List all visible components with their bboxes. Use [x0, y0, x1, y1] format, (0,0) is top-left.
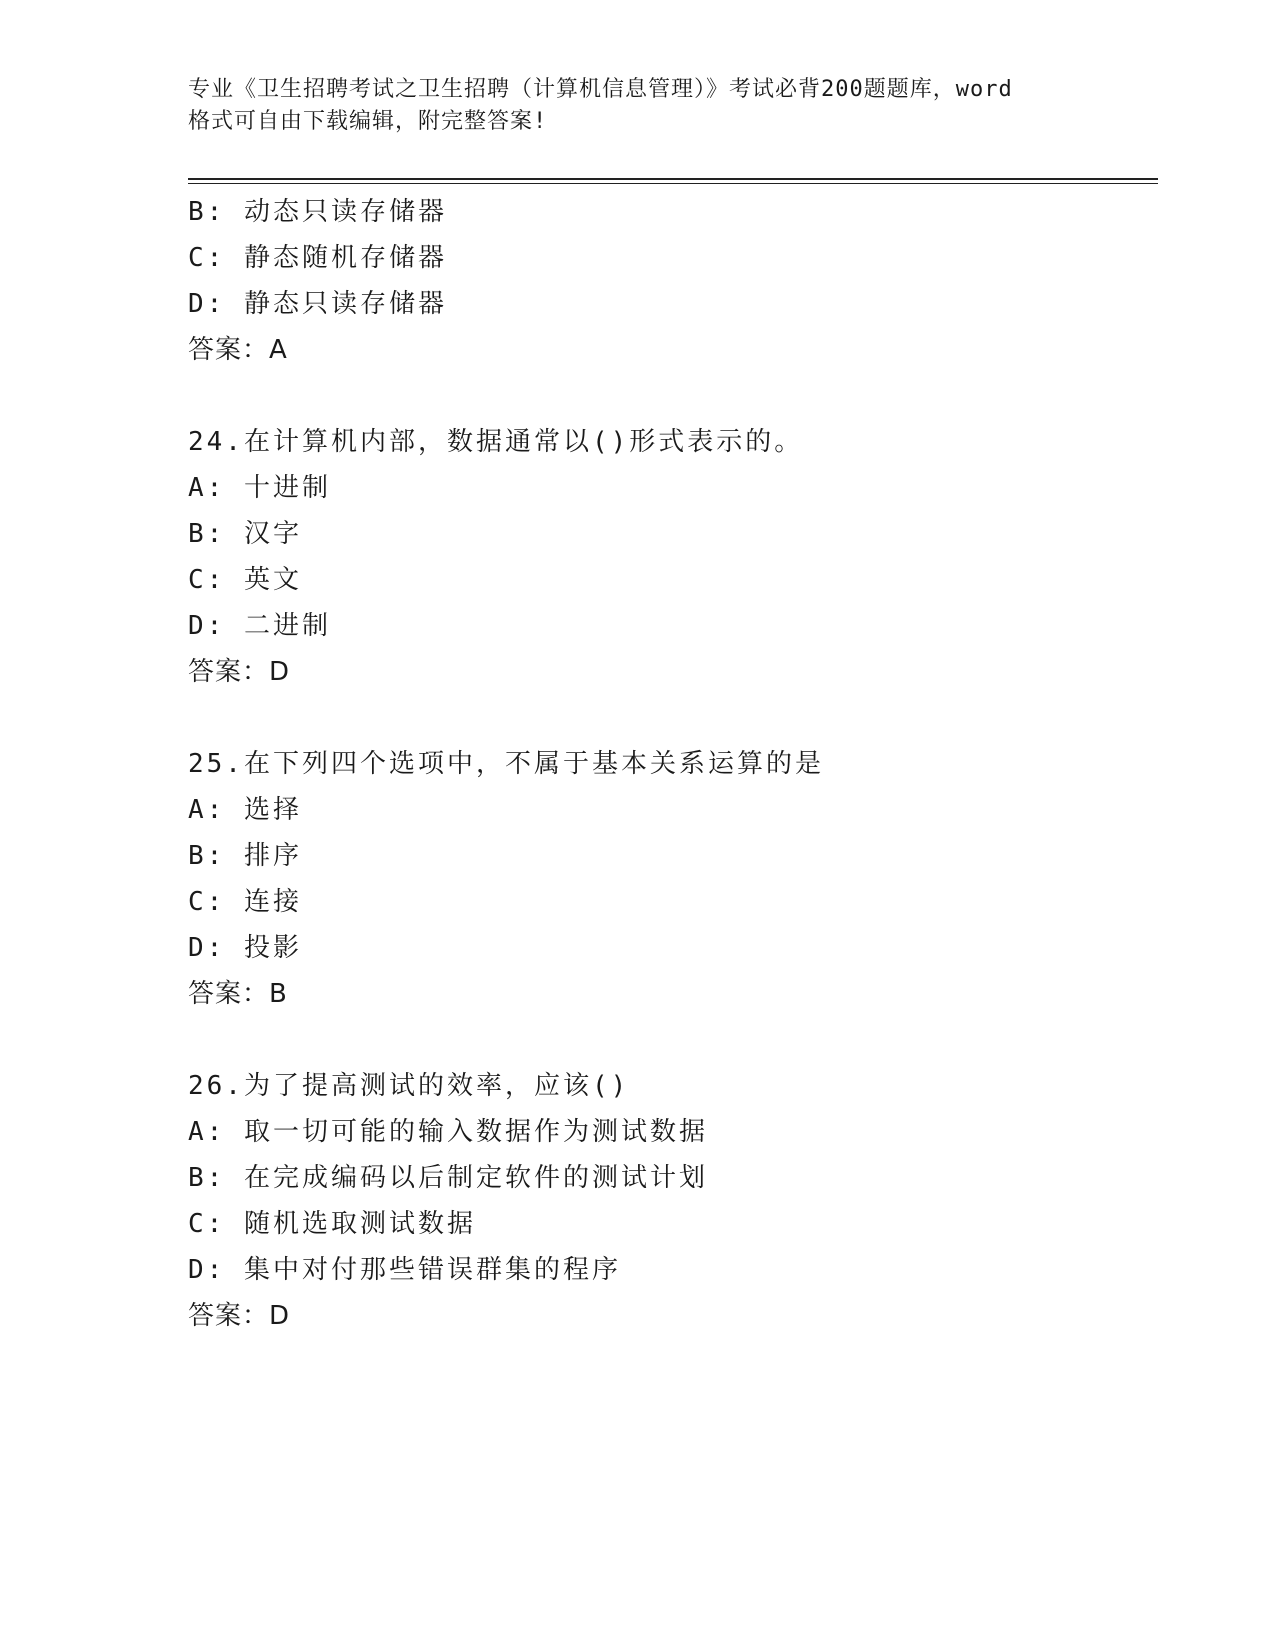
option-a: A: 十进制: [188, 473, 331, 503]
option-c: C: 随机选取测试数据: [188, 1209, 476, 1239]
question-text: 26.为了提高测试的效率，应该(): [188, 1071, 630, 1101]
spacer: [188, 1017, 1158, 1063]
header-rule-thin: [188, 183, 1158, 184]
option-a: A: 取一切可能的输入数据作为测试数据: [188, 1117, 708, 1147]
header-line-1: 专业《卫生招聘考试之卫生招聘（计算机信息管理）》考试必背200题题库，word: [188, 77, 1013, 102]
answer-line: 答案：D: [188, 657, 291, 687]
question-text: 24.在计算机内部，数据通常以()形式表示的。: [188, 427, 804, 457]
option-c: C: 连接: [188, 887, 302, 917]
option-b: B: 动态只读存储器: [188, 197, 447, 227]
option-d: D: 集中对付那些错误群集的程序: [188, 1255, 621, 1285]
option-d: D: 静态只读存储器: [188, 289, 447, 319]
option-b: B: 排序: [188, 841, 302, 871]
answer-line: 答案：D: [188, 1301, 291, 1331]
header-rule-thick: [188, 178, 1158, 180]
option-d: D: 投影: [188, 933, 302, 963]
option-b: B: 汉字: [188, 519, 302, 549]
document-header: [188, 74, 1088, 138]
option-b: B: 在完成编码以后制定软件的测试计划: [188, 1163, 708, 1193]
question-text: 25.在下列四个选项中，不属于基本关系运算的是: [188, 749, 824, 779]
answer-line: 答案：B: [188, 979, 288, 1009]
option-c: C: 英文: [188, 565, 302, 595]
spacer: [188, 695, 1158, 741]
option-a: A: 选择: [188, 795, 302, 825]
option-c: C: 静态随机存储器: [188, 243, 447, 273]
header-line-2: 格式可自由下载编辑，附完整答案!: [188, 109, 548, 134]
option-d: D: 二进制: [188, 611, 331, 641]
question-block-24: [188, 419, 1158, 695]
question-block-23: [188, 189, 1158, 373]
spacer: [188, 373, 1158, 419]
question-block-26: [188, 1063, 1158, 1339]
answer-line: 答案：A: [188, 335, 288, 365]
question-block-25: [188, 741, 1158, 1017]
question-list: [188, 189, 1158, 1339]
